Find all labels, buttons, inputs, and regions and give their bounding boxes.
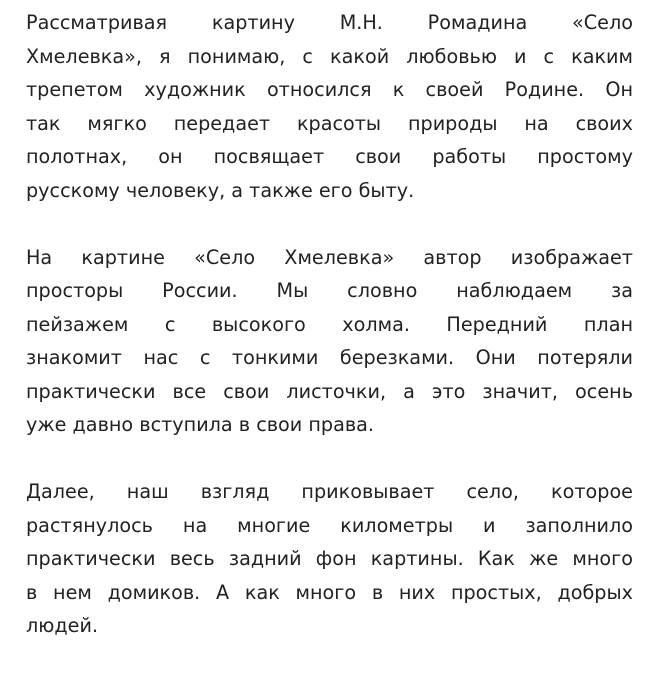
text-line: так мягко передает красоты природы на своих	[26, 111, 633, 135]
text-line: Рассматривая картину М.Н. Ромадина «Село	[26, 11, 633, 34]
text-line: просторы России. Мы словно наблюдаем за	[26, 279, 633, 302]
paragraph-3	[26, 475, 633, 643]
paragraph-1	[26, 6, 633, 207]
text-line: русскому человеку, а также его быту.	[26, 178, 415, 202]
text-line: пейзажем с высокого холма. Передний план	[26, 312, 633, 336]
text-line: практически весь задний фон картины. Как же много	[26, 547, 633, 570]
text-line: уже давно вступила в свои права.	[26, 413, 375, 436]
paragraph-2	[26, 241, 633, 442]
text-line: Далее, наш взгляд приковывает село, которое	[26, 480, 633, 503]
text-line: практически все свои листочки, а это значит, осень	[26, 379, 633, 403]
text-line: полотнах, он посвящает свои работы простому	[26, 145, 633, 168]
text-line: знакомит нас с тонкими березками. Они потеряли	[26, 346, 633, 369]
text-line: в нем домиков. А как много в них простых, добрых	[26, 580, 633, 604]
text-line: Хмелевка», я понимаю, с какой любовью и с каким	[26, 44, 633, 68]
text-line: трепетом художник относился к своей Родине. Он	[26, 78, 633, 101]
text-line: На картине «Село Хмелевка» автор изображает	[26, 245, 633, 269]
essay-text	[26, 6, 633, 676]
text-line: растянулось на многие километры и заполнило	[26, 513, 633, 537]
text-line: людей.	[26, 614, 99, 637]
